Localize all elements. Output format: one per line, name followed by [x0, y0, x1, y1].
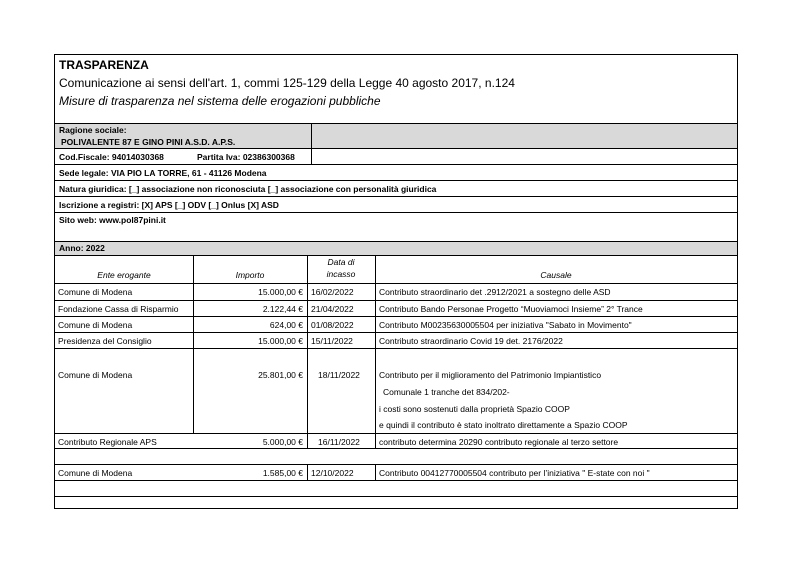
- row-4-causale: Contributo per il miglioramento del Patrimonio Impiantistico: [379, 370, 602, 380]
- header-ente: Ente erogante: [97, 270, 151, 280]
- header-data-2: incasso: [326, 269, 356, 279]
- row-4-importo: 25.801,00 €: [258, 370, 303, 380]
- row-0-ente: Comune di Modena: [58, 287, 133, 297]
- row-5-importo: 5.000,00 €: [262, 437, 303, 447]
- sede-legale: Sede legale: VIA PIO LA TORRE, 61 - 41126 Modena: [59, 168, 267, 178]
- row-4-causale-line-3: e quindi il contributo è stato inoltrato direttamente a Spazio COOP: [379, 420, 628, 430]
- page-title: TRASPARENZA: [59, 58, 149, 72]
- header-importo: Importo: [235, 270, 265, 280]
- row-4-ente: Comune di Modena: [58, 370, 133, 380]
- ragione-value: POLIVALENTE 87 E GINO PINI A.S.D. A.P.S.: [61, 137, 236, 147]
- anno-label: Anno: 2022: [59, 243, 105, 253]
- sito-web: Sito web: www.pol87pini.it: [59, 215, 166, 225]
- natura-giuridica: Natura giuridica: [_] associazione non riconosciuta [_] associazione con personalità giuridica: [59, 184, 437, 194]
- row-0-data: 16/02/2022: [311, 287, 354, 297]
- row-0-causale: Contributo straordinario det .2912/2021 a sostegno delle ASD: [379, 287, 611, 297]
- row-3-ente: Presidenza del Consiglio: [58, 336, 152, 346]
- row-5-ente: Contributo Regionale APS: [58, 437, 157, 447]
- row-2-ente: Comune di Modena: [58, 320, 133, 330]
- ragione-label: Ragione sociale:: [59, 125, 127, 135]
- iscrizione-registri: Iscrizione a registri: [X] APS [_] ODV [_] Onlus [X] ASD: [59, 200, 279, 210]
- row-6-ente: Comune di Modena: [58, 468, 133, 478]
- codice-fiscale: Cod.Fiscale: 94014030368: [59, 152, 164, 162]
- partita-iva: Partita Iva: 02386300368: [197, 152, 295, 162]
- row-4-data: 18/11/2022: [318, 370, 360, 380]
- row-3-causale: Contributo straordinario Covid 19 det. 2176/2022: [379, 336, 563, 346]
- row-6-data: 12/10/2022: [311, 468, 354, 478]
- page-subtitle-2: Misure di trasparenza nel sistema delle erogazioni pubbliche: [59, 94, 381, 108]
- row-2-causale: Contributo M00235630005504 per iniziativa "Sabato in Movimento": [379, 320, 632, 330]
- header-causale: Causale: [540, 270, 572, 280]
- row-4-causale-line-2: i costi sono sostenuti dalla proprietà Spazio COOP: [379, 404, 570, 414]
- row-4-causale-line-1: Comunale 1 tranche det 834/202-: [383, 387, 510, 397]
- row-2-importo: 624,00 €: [269, 320, 303, 330]
- header-data-1: Data di: [327, 257, 355, 267]
- anno-band: [55, 241, 737, 255]
- row-2-data: 01/08/2022: [311, 320, 354, 330]
- row-6-causale: Contributo 00412770005504 contributo per l’iniziativa " E-state con noi ": [379, 468, 650, 478]
- row-6-importo: 1.585,00 €: [262, 468, 303, 478]
- row-1-data: 21/04/2022: [311, 304, 354, 314]
- page-subtitle: Comunicazione ai sensi dell'art. 1, commi 125-129 della Legge 40 agosto 2017, n.124: [59, 76, 515, 90]
- transparency-sheet: [54, 54, 738, 509]
- row-3-importo: 15.000,00 €: [258, 336, 303, 346]
- row-3-data: 15/11/2022: [311, 336, 353, 346]
- row-5-data: 16/11/2022: [318, 437, 360, 447]
- row-1-causale: Contributo Bando Personae Progetto “Muoviamoci Insieme” 2° Trance: [379, 304, 643, 314]
- row-1-ente: Fondazione Cassa di Risparmio: [58, 304, 179, 314]
- row-0-importo: 15.000,00 €: [258, 287, 303, 297]
- row-5-causale: contributo determina 20290 contributo regionale al terzo settore: [379, 437, 619, 447]
- row-1-importo: 2.122,44 €: [262, 304, 303, 314]
